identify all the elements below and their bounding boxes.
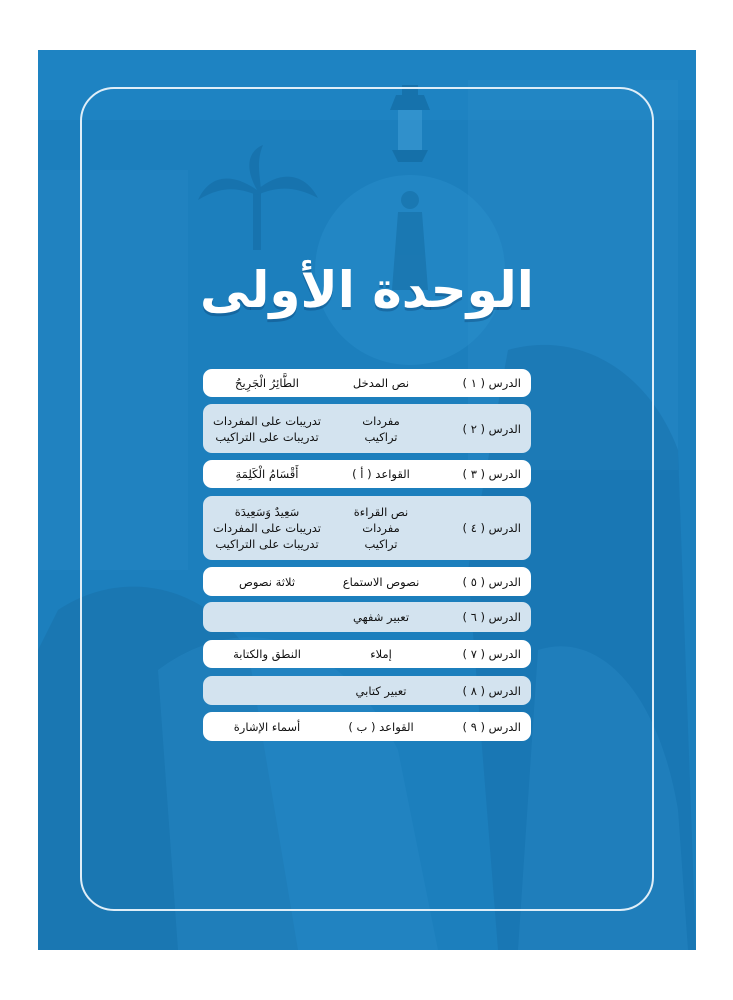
- lesson-number: الدرس ( ٩ ): [462, 719, 521, 734]
- unit-title: الوحدة الأولى: [200, 261, 534, 319]
- lesson-type: نصوص الاستماع: [342, 574, 420, 589]
- lesson-number: الدرس ( ٧ ): [462, 647, 521, 661]
- lesson-topic: الطَّائِرُ الْجَرِيحُ: [235, 376, 299, 390]
- lesson-type: القواعد ( ب ): [348, 719, 414, 734]
- lesson-topic: [209, 676, 325, 705]
- lesson-number: الدرس ( ٨ ): [462, 683, 521, 698]
- lesson-topic: تدريبات على المفردات تدريبات على التراكيب: [213, 413, 322, 444]
- lesson-row-3: [203, 460, 531, 488]
- lesson-number: الدرس ( ٦ ): [462, 610, 521, 624]
- lesson-number: الدرس ( ٤ ): [462, 521, 521, 535]
- lesson-topic: سَعِيدٌ وَسَعِيدَة تدريبات على المفردات تدريبات على التراكيب: [213, 505, 322, 551]
- lesson-topic: ثلاثة نصوص: [238, 574, 296, 589]
- lesson-row-2: [203, 404, 531, 453]
- lesson-row-8: [203, 676, 531, 705]
- lesson-topic: النطق والكتابة: [233, 647, 301, 661]
- lesson-type: القواعد ( أ ): [352, 467, 410, 481]
- lesson-type: نص القراءة مفردات تراكيب: [353, 505, 409, 551]
- lesson-row-6: [203, 602, 531, 632]
- lesson-row-5: [203, 567, 531, 596]
- lesson-type: إملاء: [370, 647, 392, 661]
- lesson-row-1: [203, 369, 531, 397]
- lesson-topic: أَقْسَامُ الْكَلِمَةِ: [235, 467, 299, 481]
- lesson-number: الدرس ( ٥ ): [462, 574, 521, 589]
- unit-cover-page: [38, 50, 696, 950]
- lesson-type: تعبير كتابي: [355, 683, 407, 698]
- lesson-topic: [209, 602, 325, 632]
- lesson-number: الدرس ( ١ ): [462, 376, 521, 390]
- lesson-row-9: [203, 712, 531, 741]
- lesson-number: الدرس ( ٣ ): [462, 467, 521, 481]
- lesson-type: تعبير شفهي: [352, 610, 410, 624]
- lesson-topic: أسماء الإشارة: [233, 719, 301, 734]
- lesson-row-4: [203, 496, 531, 560]
- lesson-type: مفردات تراكيب: [362, 413, 400, 444]
- lesson-row-7: [203, 640, 531, 668]
- lesson-number: الدرس ( ٢ ): [462, 421, 521, 436]
- lesson-type: نص المدخل: [352, 376, 410, 390]
